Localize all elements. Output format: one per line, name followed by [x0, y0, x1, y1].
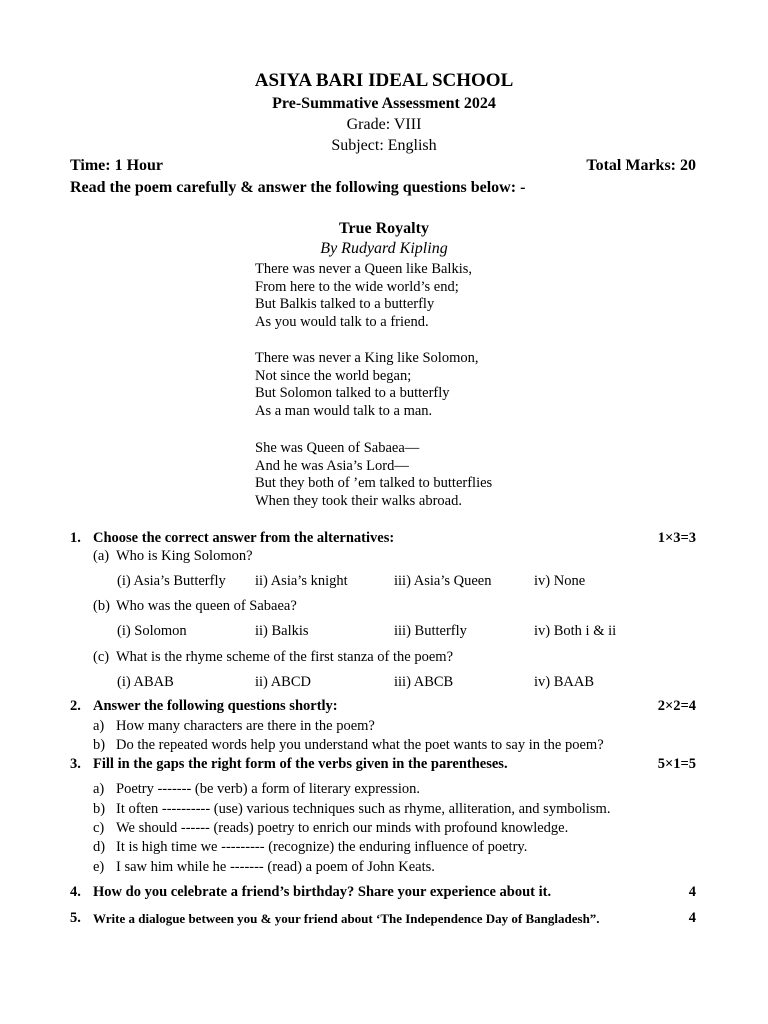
q1b-option-4: iv) Both i & ii	[534, 623, 617, 639]
q1a-text: Who is King Solomon?	[116, 548, 253, 564]
question-2-number: 2.	[70, 698, 81, 714]
q2a-label: a)	[93, 718, 105, 734]
subject-label: Subject: English	[331, 137, 437, 154]
question-4-text: How do you celebrate a friend’s birthday? Share your experience about it.	[93, 884, 552, 900]
poem-stanza-1	[255, 261, 472, 331]
q1c-text: What is the rhyme scheme of the first stanza of the poem?	[116, 649, 454, 665]
q3a-label: a)	[93, 781, 105, 797]
question-3-number: 3.	[70, 756, 81, 772]
q1b-text: Who was the queen of Sabaea?	[116, 598, 297, 614]
q2b-label: b)	[93, 737, 106, 753]
instruction: Read the poem carefully & answer the following questions below: -	[70, 179, 526, 196]
q3b-label: b)	[93, 801, 106, 817]
q3c-text: We should ------ (reads) poetry to enrich our minds with profound knowledge.	[116, 820, 569, 836]
poem-line: But Solomon talked to a butterfly	[255, 385, 450, 401]
question-4-marks: 4	[688, 884, 696, 900]
question-5-text: Write a dialogue between you & your friend about ‘The Independence Day of Bangladesh”.	[93, 911, 600, 926]
poem-line: When they took their walks abroad.	[255, 492, 462, 509]
poem-line: From here to the wide world’s end;	[255, 278, 459, 295]
q3e-label: e)	[93, 859, 105, 875]
q1c-option-3: iii) ABCB	[394, 674, 454, 690]
question-1-marks: 1×3=3	[657, 530, 696, 546]
poem-line: She was Queen of Sabaea—	[255, 440, 420, 456]
poem-stanza-2	[255, 350, 478, 420]
question-5-number: 5.	[70, 910, 81, 926]
q3b-text: It often ---------- (use) various techniques such as rhyme, alliteration, and symbolism.	[116, 801, 611, 817]
total-marks-label: Total Marks: 20	[586, 157, 696, 174]
question-3-text: Fill in the gaps the right form of the verbs given in the parentheses.	[93, 756, 508, 772]
poem-stanza-3	[255, 440, 492, 510]
grade-label: Grade: VIII	[346, 116, 422, 133]
q1c-label: (c)	[93, 649, 110, 665]
q1a-option-2: ii) Asia’s knight	[255, 573, 348, 589]
question-2-text: Answer the following questions shortly:	[93, 698, 338, 714]
question-1-text: Choose the correct answer from the alternatives:	[93, 530, 395, 546]
question-4-number: 4.	[70, 884, 81, 900]
q1a-option-1: (i) Asia’s Butterfly	[117, 573, 226, 589]
q1b-option-3: iii) Butterfly	[394, 623, 467, 639]
q1b-option-2: ii) Balkis	[255, 623, 309, 639]
poem-line: As a man would talk to a man.	[255, 402, 433, 419]
q3d-text: It is high time we --------- (recognize) the enduring influence of poetry.	[116, 839, 528, 855]
poem-line: And he was Asia’s Lord—	[255, 457, 409, 474]
question-3-marks: 5×1=5	[657, 756, 696, 772]
question-1-number: 1.	[70, 530, 81, 546]
q3c-label: c)	[93, 820, 105, 836]
q3e-text: I saw him while he ------- (read) a poem of John Keats.	[116, 859, 435, 875]
q1a-label: (a)	[93, 548, 110, 564]
school-name: ASIYA BARI IDEAL SCHOOL	[254, 70, 514, 91]
time-label: Time: 1 Hour	[70, 157, 164, 174]
q2b-text: Do the repeated words help you understand what the poet wants to say in the poem?	[116, 737, 604, 753]
poem-author: By Rudyard Kipling	[320, 240, 448, 257]
poem-line: Not since the world began;	[255, 367, 412, 384]
q1c-option-2: ii) ABCD	[255, 674, 311, 690]
poem-line: There was never a Queen like Balkis,	[255, 261, 473, 277]
q1b-option-1: (i) Solomon	[117, 623, 187, 639]
q1a-option-3: iii) Asia’s Queen	[394, 573, 492, 589]
poem-line: But they both of ’em talked to butterflies	[255, 475, 493, 491]
assessment-title: Pre-Summative Assessment 2024	[272, 95, 496, 112]
poem-line: There was never a King like Solomon,	[255, 350, 479, 366]
poem-line: But Balkis talked to a butterfly	[255, 296, 435, 312]
poem-title: True Royalty	[339, 220, 429, 237]
q1a-option-4: iv) None	[534, 573, 586, 589]
q3a-text: Poetry ------- (be verb) a form of literary expression.	[116, 781, 420, 797]
q1c-option-1: (i) ABAB	[117, 674, 174, 690]
q1b-label: (b)	[93, 598, 110, 614]
q3d-label: d)	[93, 839, 106, 855]
question-5-marks: 4	[688, 910, 696, 926]
q1c-option-4: iv) BAAB	[534, 674, 595, 690]
poem-line: As you would talk to a friend.	[255, 313, 429, 330]
question-2-marks: 2×2=4	[657, 698, 696, 714]
q2a-text: How many characters are there in the poem?	[116, 718, 375, 734]
